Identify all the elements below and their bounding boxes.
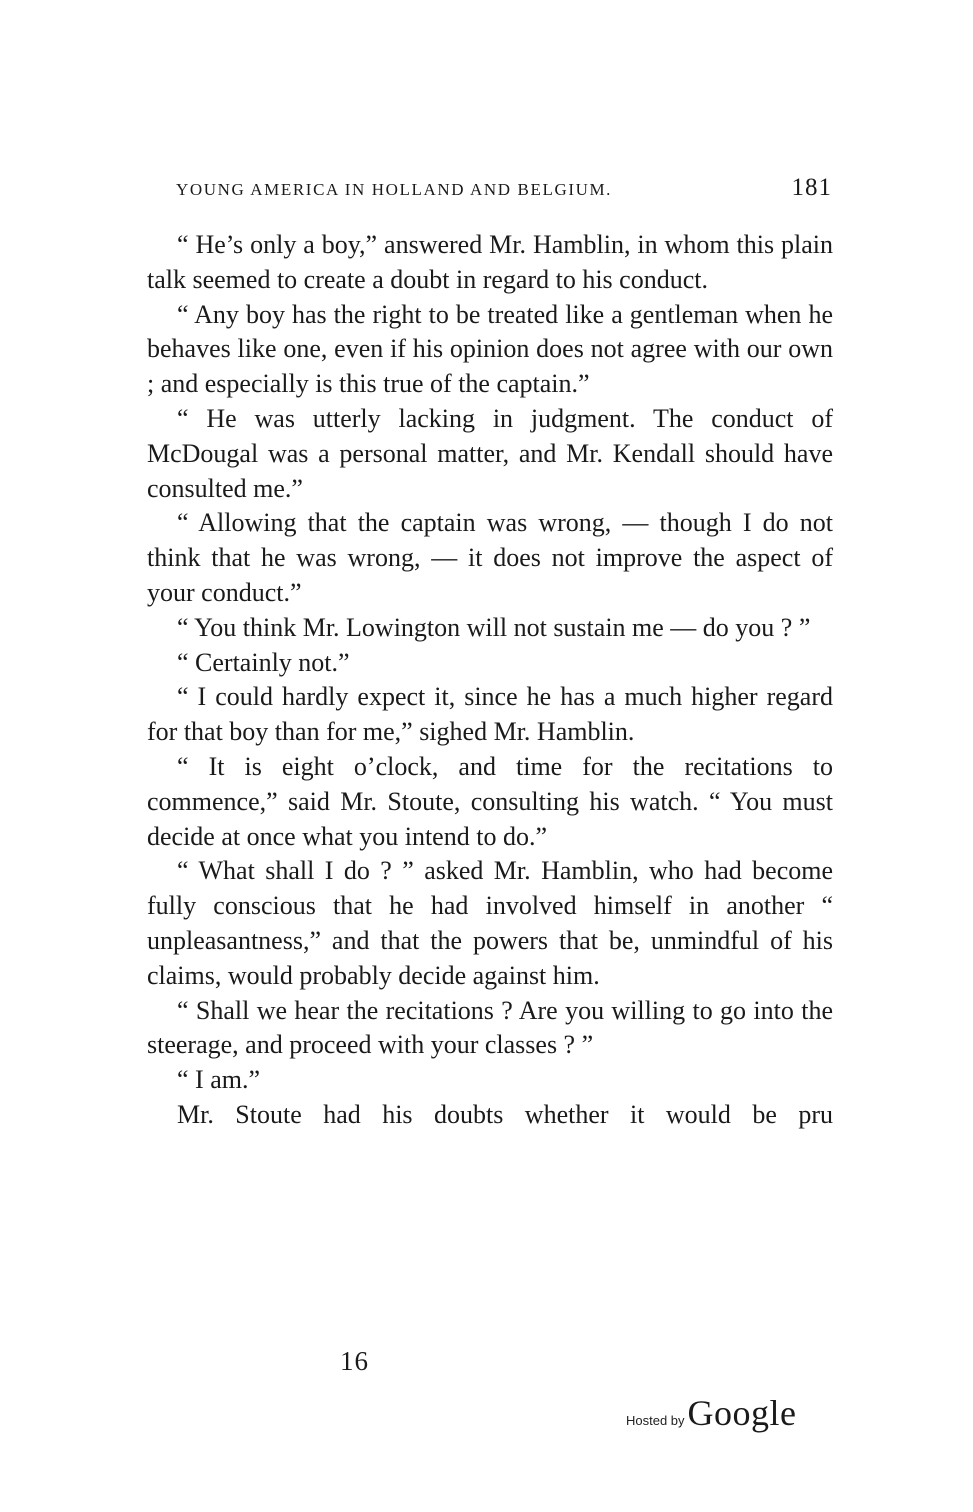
paragraph: “ What shall I do ? ” asked Mr. Hamblin, who had become fully conscious that he had involved himself in another “ unpleasantness,” and that the powers that be, unmindful of his claims, would probably decide against him. [147, 856, 833, 990]
paragraph: “ I could hardly expect it, since he has a much higher regard for that boy than for me,” sighed Mr. Hamblin. [147, 682, 833, 747]
paragraph: “ Certainly not.” [177, 647, 350, 677]
signature-mark: 16 [340, 1346, 369, 1376]
paragraph: “ It is eight o’clock, and time for the recitations to commence,” said Mr. Stoute, consulting his watch. “ You must decide at once what you intend to do.” [147, 751, 833, 851]
google-logo: Google [687, 1393, 797, 1433]
paragraph: “ I am.” [177, 1065, 261, 1095]
running-title: YOUNG AMERICA IN HOLLAND AND BELGIUM. [176, 180, 613, 199]
hosted-by-label: Hosted by [626, 1413, 685, 1428]
page-number: 181 [791, 174, 832, 201]
paragraph: “ He was utterly lacking in judgment. The conduct of McDougal was a personal matter, and Mr. Kendall should have consulted me.” [147, 403, 833, 503]
running-head [176, 174, 832, 204]
paragraph: “ Shall we hear the recitations ? Are you willing to go into the steerage, and proceed with your classes ? ” [147, 995, 833, 1060]
paragraph: “ He’s only a boy,” answered Mr. Hamblin, in whom this plain talk seemed to create a doubt in regard to his conduct. [147, 230, 833, 294]
hosted-by-google [626, 1392, 797, 1434]
paragraph: “ Allowing that the captain was wrong, — though I do not think that he was wrong, — it does not improve the aspect of your conduct.” [147, 508, 833, 607]
body-text [147, 228, 833, 1133]
paragraph: “ You think Mr. Lowington will not sustain me — do you ? ” [177, 612, 811, 642]
paragraph: Mr. Stoute had his doubts whether it would be pru [177, 1099, 833, 1129]
paragraph: “ Any boy has the right to be treated like a gentleman when he behaves like one, even if his opinion does not agree with our own ; and especially is this true of the captain.” [147, 299, 833, 399]
